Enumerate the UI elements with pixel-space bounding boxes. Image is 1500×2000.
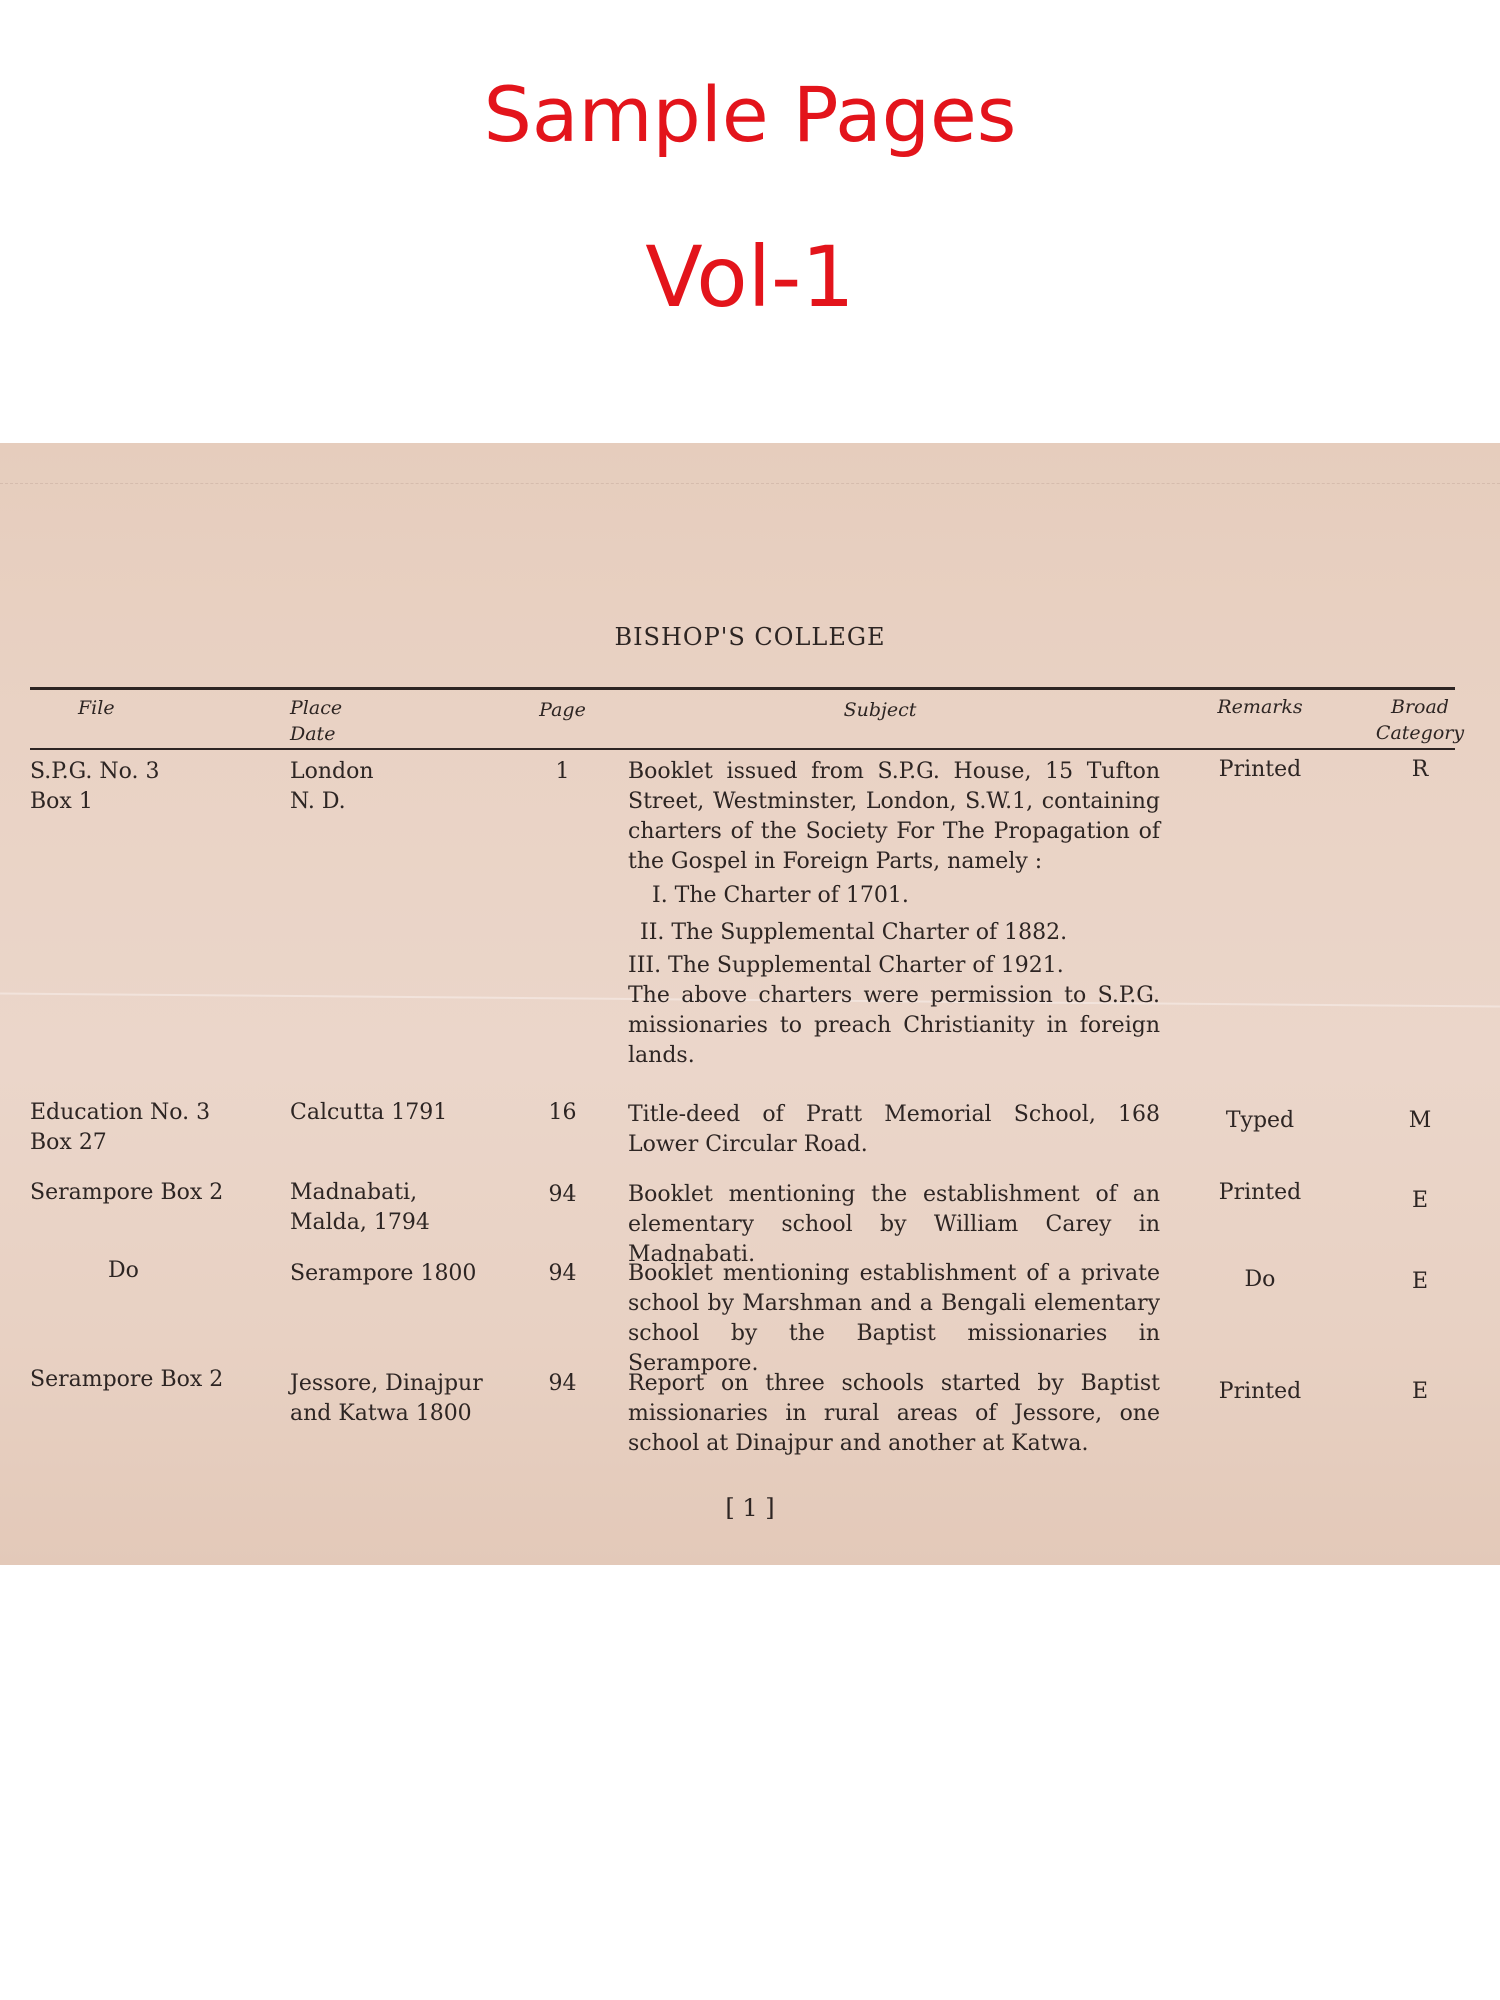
row1-file [30, 757, 270, 817]
header-date-label: Date [290, 723, 336, 745]
row4-file [30, 1256, 270, 1286]
row5-file-line1: Serampore Box 2 [30, 1367, 224, 1392]
header-rule-bottom [30, 748, 1455, 750]
banner-volume: Vol-1 [645, 228, 855, 326]
header-subject: Subject [843, 699, 917, 721]
row1-place [290, 757, 520, 817]
row1-subject [628, 757, 1160, 1071]
row1-subject-item1: I. The Charter of 1701. [652, 883, 909, 908]
row4-category: E [1411, 1269, 1429, 1294]
document-title: BISHOP'S COLLEGE [614, 623, 886, 651]
row1-file-line1: S.P.G. No. 3 [30, 759, 160, 784]
row3-file-line1: Serampore Box 2 [30, 1180, 224, 1205]
row2-place-line1: Calcutta 1791 [290, 1100, 448, 1125]
row1-subject-outro: The above charters were permission to S.P.G. missionaries to preach Christianity in foreign lands. [628, 983, 1160, 1068]
row1-subject-item3: III. The Supplemental Charter of 1921. [628, 953, 1064, 978]
row2-file [30, 1098, 270, 1158]
row3-page: 94 [548, 1182, 577, 1207]
bleed-through-line [0, 483, 1500, 485]
scanned-page [0, 443, 1500, 1565]
row3-place-line1: Madnabati, [290, 1180, 418, 1205]
row5-place [290, 1369, 520, 1429]
row5-category: E [1411, 1379, 1429, 1404]
row1-category: R [1411, 757, 1429, 782]
row3-file [30, 1178, 270, 1208]
header-broad-category [1355, 694, 1485, 746]
header-category-label: Category [1375, 722, 1465, 744]
row2-place [290, 1098, 520, 1128]
row1-remarks: Printed [1218, 757, 1302, 782]
row4-page: 94 [548, 1261, 577, 1286]
row5-place-line2: and Katwa 1800 [290, 1401, 472, 1426]
row4-place [290, 1259, 520, 1289]
row4-file-line1: Do [108, 1258, 139, 1283]
row1-subject-item2: II. The Supplemental Charter of 1882. [640, 920, 1068, 945]
row5-page: 94 [548, 1371, 577, 1396]
header-file [30, 695, 270, 721]
row3-place [290, 1178, 520, 1238]
row4-subject: Booklet mentioning establishment of a private school by Marshman and a Bengali elementary school by the Baptist missionaries in Serampore. [628, 1261, 1160, 1376]
header-page: Page [539, 699, 586, 721]
row2-file-line1: Education No. 3 [30, 1100, 211, 1125]
header-remarks: Remarks [1217, 696, 1303, 718]
row3-remarks: Printed [1218, 1180, 1302, 1205]
row1-subject-intro: Booklet issued from S.P.G. House, 15 Tufton Street, Westminster, London, S.W.1, containing charters of the Society For The Propagation of the Gospel in Foreign Parts, namely : [628, 759, 1160, 874]
row2-file-line2: Box 27 [30, 1130, 107, 1155]
row2-page: 16 [548, 1100, 577, 1125]
header-place-date [290, 695, 520, 747]
row4-place-line1: Serampore 1800 [290, 1261, 477, 1286]
row1-file-line2: Box 1 [30, 789, 93, 814]
page-number: [ 1 ] [725, 1494, 775, 1522]
header-place-label: Place [290, 697, 343, 719]
row3-category: E [1411, 1188, 1429, 1213]
row4-remarks: Do [1244, 1267, 1276, 1292]
header-broad-label: Broad [1391, 696, 1449, 718]
row2-subject: Title-deed of Pratt Memorial School, 168 Lower Circular Road. [628, 1102, 1160, 1157]
row1-page: 1 [555, 759, 570, 784]
row1-place-line1: London [290, 759, 374, 784]
banner-title: Sample Pages [483, 70, 1017, 159]
row3-place-line2: Malda, 1794 [290, 1210, 430, 1235]
header-file-label: File [78, 697, 115, 719]
row5-place-line1: Jessore, Dinajpur [290, 1371, 483, 1396]
row1-place-line2: N. D. [290, 789, 346, 814]
row5-file [30, 1365, 270, 1395]
header-rule-top [30, 687, 1455, 690]
row2-remarks: Typed [1225, 1108, 1295, 1133]
row5-remarks: Printed [1218, 1379, 1302, 1404]
row3-subject: Booklet mentioning the establishment of an elementary school by William Carey in Madnabati. [628, 1182, 1160, 1267]
row5-subject: Report on three schools started by Baptist missionaries in rural areas of Jessore, one school at Dinajpur and another at Katwa. [628, 1371, 1160, 1456]
row2-category: M [1408, 1108, 1432, 1133]
